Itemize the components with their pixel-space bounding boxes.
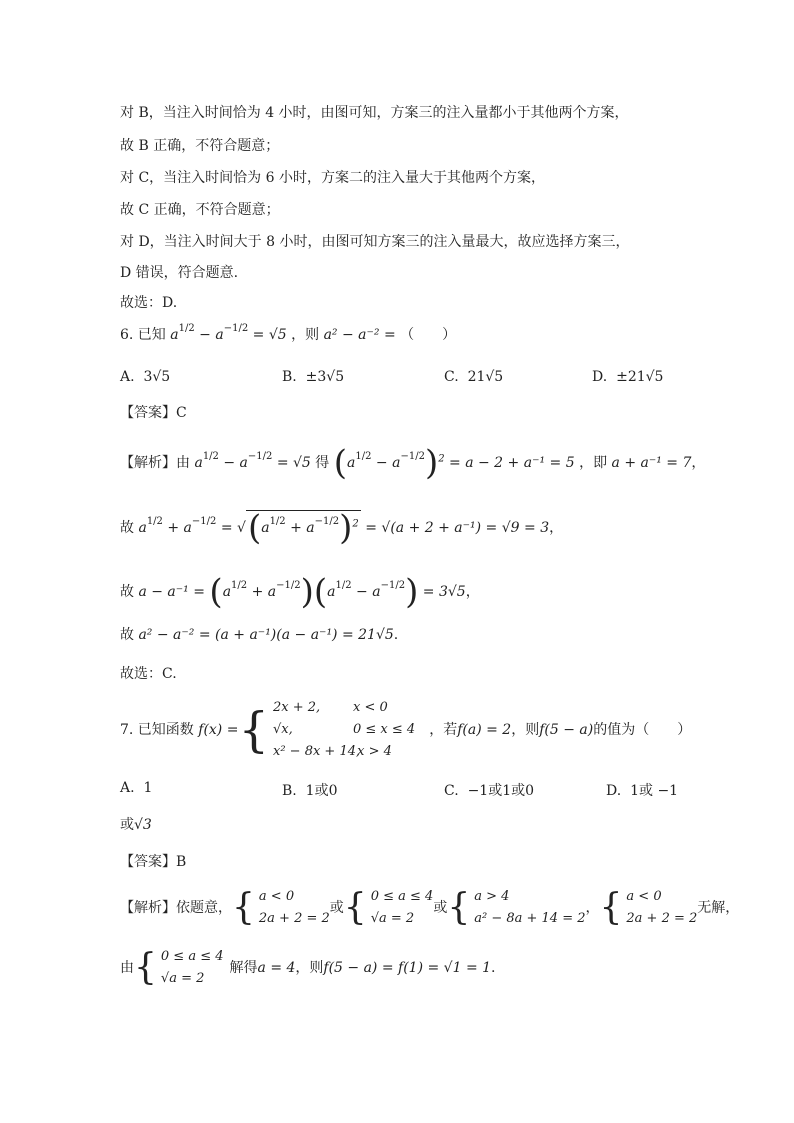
q6-target: a² − a⁻² = <box>323 327 396 343</box>
q6-analysis-line4: 故 a² − a⁻² = (a + a⁻¹)(a − a⁻¹) = 21√5. <box>120 627 399 643</box>
q6-analysis-line1: 【解析】由 $a^{1/2} - a^{-1/2} = √5$ 得 $(a^{1/2} - a^{-1/2})^2 = a - 2 + a^{-1} = 5$ ，即 a + a⁻¹ = 7， <box>120 443 706 483</box>
text-line-2: 故 B 正确，不符合题意； <box>120 138 280 154</box>
q7-answer: 【答案】B <box>120 854 187 870</box>
q6-option-a: A. 3√5 <box>120 369 171 385</box>
q7-option-c: C. −1或1或0 <box>444 783 535 799</box>
q6-option-b: B. ±3√5 <box>282 369 345 385</box>
text-line-6: D 错误，符合题意. <box>120 265 239 281</box>
q7-stem: 7. 已知函数 f(x) = { 2x + 2, x < 0 √x, 0 ≤ x ≤ 4 x² − 8x + 14, x > 4 ，若 f(a) = 2 ，则 f(5 − a) 的值为（ ） <box>120 700 692 759</box>
q6-analysis-line3: 故 $a - a^{-1} = (a^{1/2} + a^{-1/2})(a^{1/2} - a^{-1/2}) = 3√5$， <box>120 572 480 612</box>
text-line-3: 对 C，当注入时间恰为 6 小时，方案二的注入量大于其他两个方案， <box>120 170 545 186</box>
q7-option-b: B. 1或0 <box>282 783 338 799</box>
q6-choose: 故选：C. <box>120 666 177 682</box>
q7-option-d-cont: 或√3 <box>120 817 152 833</box>
q6-stem: 6. 已知 $a^{1/2} - a^{-1/2} = √5$ ，则 a² − a⁻² = （ ） <box>120 323 457 343</box>
q7-analysis-line1: 【解析】依题意， { a < 0 2a + 2 = 2 或 { 0 ≤ a ≤ 4 √a = 2 或 { a > 4 a² − 8a + 14 = 2 ， { a < 0 2a + 2 = 2 无解， <box>120 887 740 928</box>
q7-option-d: D. 1或 −1 <box>606 783 679 799</box>
q6-equation: $a^{1/2} - a^{-1/2} = √5$ <box>170 323 287 343</box>
text-line-1: 对 B，当注入时间恰为 4 小时，由图可知，方案三的注入量都小于其他两个方案， <box>120 105 629 121</box>
q6-answer: 【答案】C <box>120 405 187 421</box>
q6-analysis-line2: 故 $a^{1/2} + a^{-1/2} = √(a^{1/2} + a^{-1/2})^2 = √(a + 2 + a^{-1}) = √9 = 3$， <box>120 508 564 548</box>
text-line-7: 故选：D. <box>120 295 178 311</box>
q6-number: 6. 已知 <box>120 327 166 343</box>
q7-analysis-line2: 由 { 0 ≤ a ≤ 4 √a = 2 解得 a = 4 ，则 f(5 − a) = f(1) = √1 = 1 . <box>120 947 496 988</box>
q6-option-d: D. ±21√5 <box>592 369 664 385</box>
q6-option-c: C. 21√5 <box>444 369 504 385</box>
q7-option-a: A. 1 <box>120 780 153 796</box>
text-line-5: 对 D，当注入时间大于 8 小时，由图可知方案三的注入量最大，故应选择方案三， <box>120 234 630 250</box>
text-line-4: 故 C 正确，不符合题意； <box>120 202 280 218</box>
